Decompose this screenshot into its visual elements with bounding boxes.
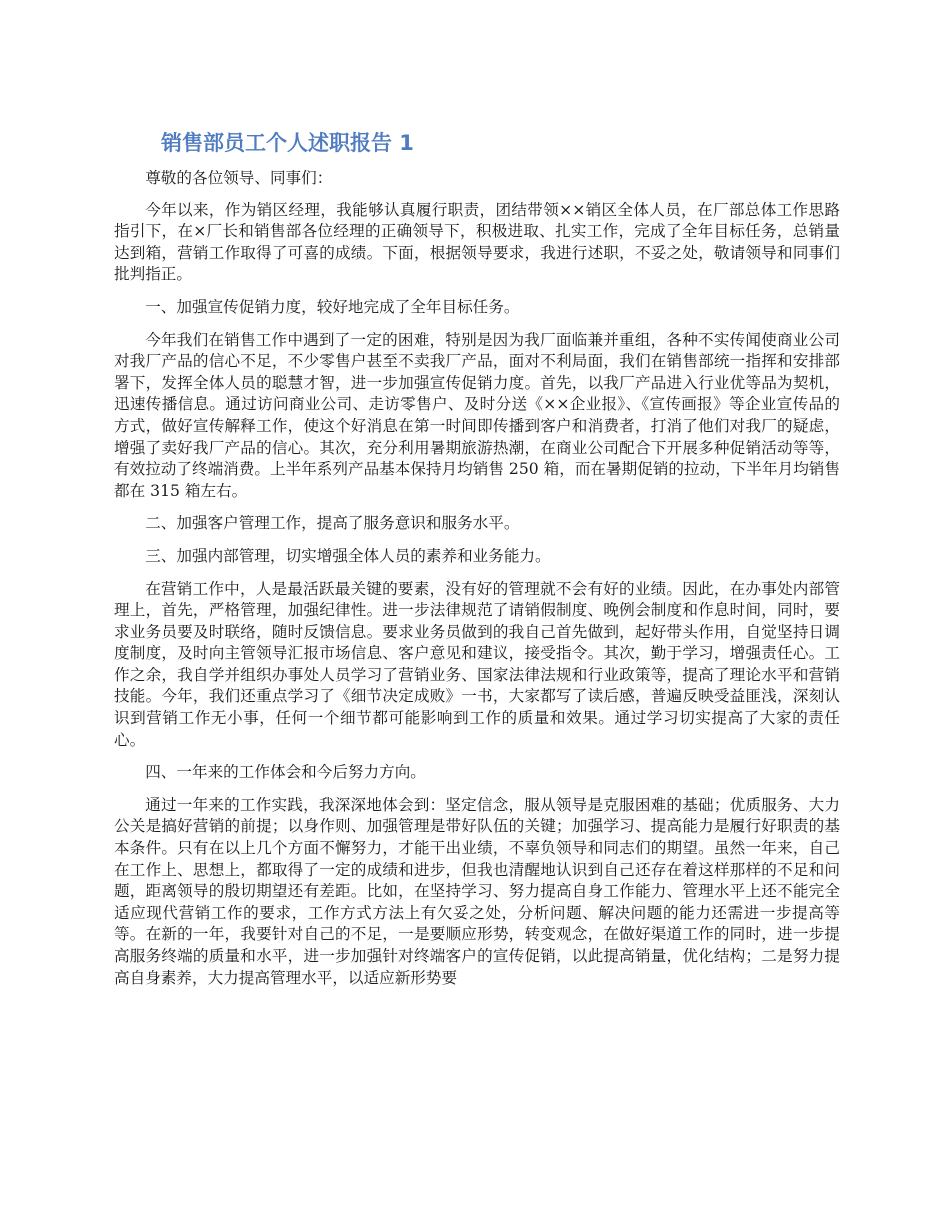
paragraph-promotion: 今年我们在销售工作中遇到了一定的困难，特别是因为我厂面临兼并重组，各种不实传闻使商业公司对我厂产品的信心不足，不少零售户甚至不卖我厂产品，面对不利局面，我们在销售部统一指挥和安排部署下，发挥全体人员的聪慧才智，进一步加强宣传促销力度。首先，以我厂产品进入行业优等品为契机，迅速传播信息。通过访问商业公司、走访零售户、及时分送《××企业报》、《宣传画报》等企业宣传品的方式，做好宣传解释工作，使这个好消息在第一时间即传播到客户和消费者，打消了他们对我厂的疑虑，增强了卖好我厂产品的信心。其次，充分利用暑期旅游热潮，在商业公司配合下开展多种促销活动等等，有效拉动了终端消费。上半年系列产品基本保持月均销售 250 箱，而在暑期促销的拉动，下半年月均销售都在 315 箱左右。	[114, 330, 840, 500]
section-heading-2: 二、加强客户管理工作，提高了服务意识和服务水平。	[145, 514, 520, 533]
paragraph-reflection: 通过一年来的工作实践，我深深地体会到：坚定信念，服从领导是克服困难的基础；优质服务、大力公关是搞好营销的前提；以身作则、加强管理是带好队伍的关键；加强学习、提高能力是履行好职责的基本条件。只有在以上几个方面不懈努力，才能干出业绩，不辜负领导和同志们的期望。虽然一年来，自己在工作上、思想上，都取得了一定的成绩和进步，但我也清醒地认识到自己还存在着这样那样的不足和问题，距离领导的殷切期望还有差距。比如，在坚持学习、努力提高自身工作能力、管理水平上还不能完全适应现代营销工作的要求，工作方式方法上有欠妥之处，分析问题、解决问题的能力还需进一步提高等等。在新的一年，我要针对自己的不足，一是要顺应形势，转变观念，在做好渠道工作的同时，进一步提高服务终端的质量和水平，进一步加强针对终端客户的宣传促销，以此提高销量，优化结构；二是努力提高自身素养，大力提高管理水平，以适应新形势要	[114, 795, 840, 987]
document-title: 销售部员工个人述职报告 1	[161, 131, 414, 155]
paragraph-intro: 今年以来，作为销区经理，我能够认真履行职责，团结带领××销区全体人员，在厂部总体工作思路指引下，在×厂长和销售部各位经理的正确领导下，积极进取、扎实工作，完成了全年目标任务，总销量达到箱，营销工作取得了可喜的成绩。下面，根据领导要求，我进行述职，不妥之处，敬请领导和同事们批判指正。	[114, 200, 840, 284]
section-heading-3: 三、加强内部管理，切实增强全体人员的素养和业务能力。	[145, 546, 551, 565]
salutation: 尊敬的各位领导、同事们：	[145, 169, 333, 187]
document-body	[114, 168, 840, 1000]
section-heading-1: 一、加强宣传促销力度，较好地完成了全年目标任务。	[145, 297, 520, 316]
paragraph-management: 在营销工作中，人是最活跃最关键的要素，没有好的管理就不会有好的业绩。因此，在办事处内部管理上，首先，严格管理，加强纪律性。进一步法律规范了请销假制度、晚例会制度和作息时间，同时，要求业务员要及时联络，随时反馈信息。要求业务员做到的我自己首先做到，起好带头作用，自觉坚持日调度制度，及时向主管领导汇报市场信息、客户意见和建议，接受指令。其次，勤于学习，增强责任心。工作之余，我自学并组织办事处人员学习了营销业务、国家法律法规和行业政策等，提高了理论水平和营销技能。今年，我们还重点学习了《细节决定成败》一书，大家都写了读后感，普遍反映受益匪浅，深刻认识到营销工作无小事，任何一个细节都可能影响到工作的质量和效果。通过学习切实提高了大家的责任心。	[114, 579, 840, 749]
section-heading-4: 四、一年来的工作体会和今后努力方向。	[145, 763, 426, 782]
